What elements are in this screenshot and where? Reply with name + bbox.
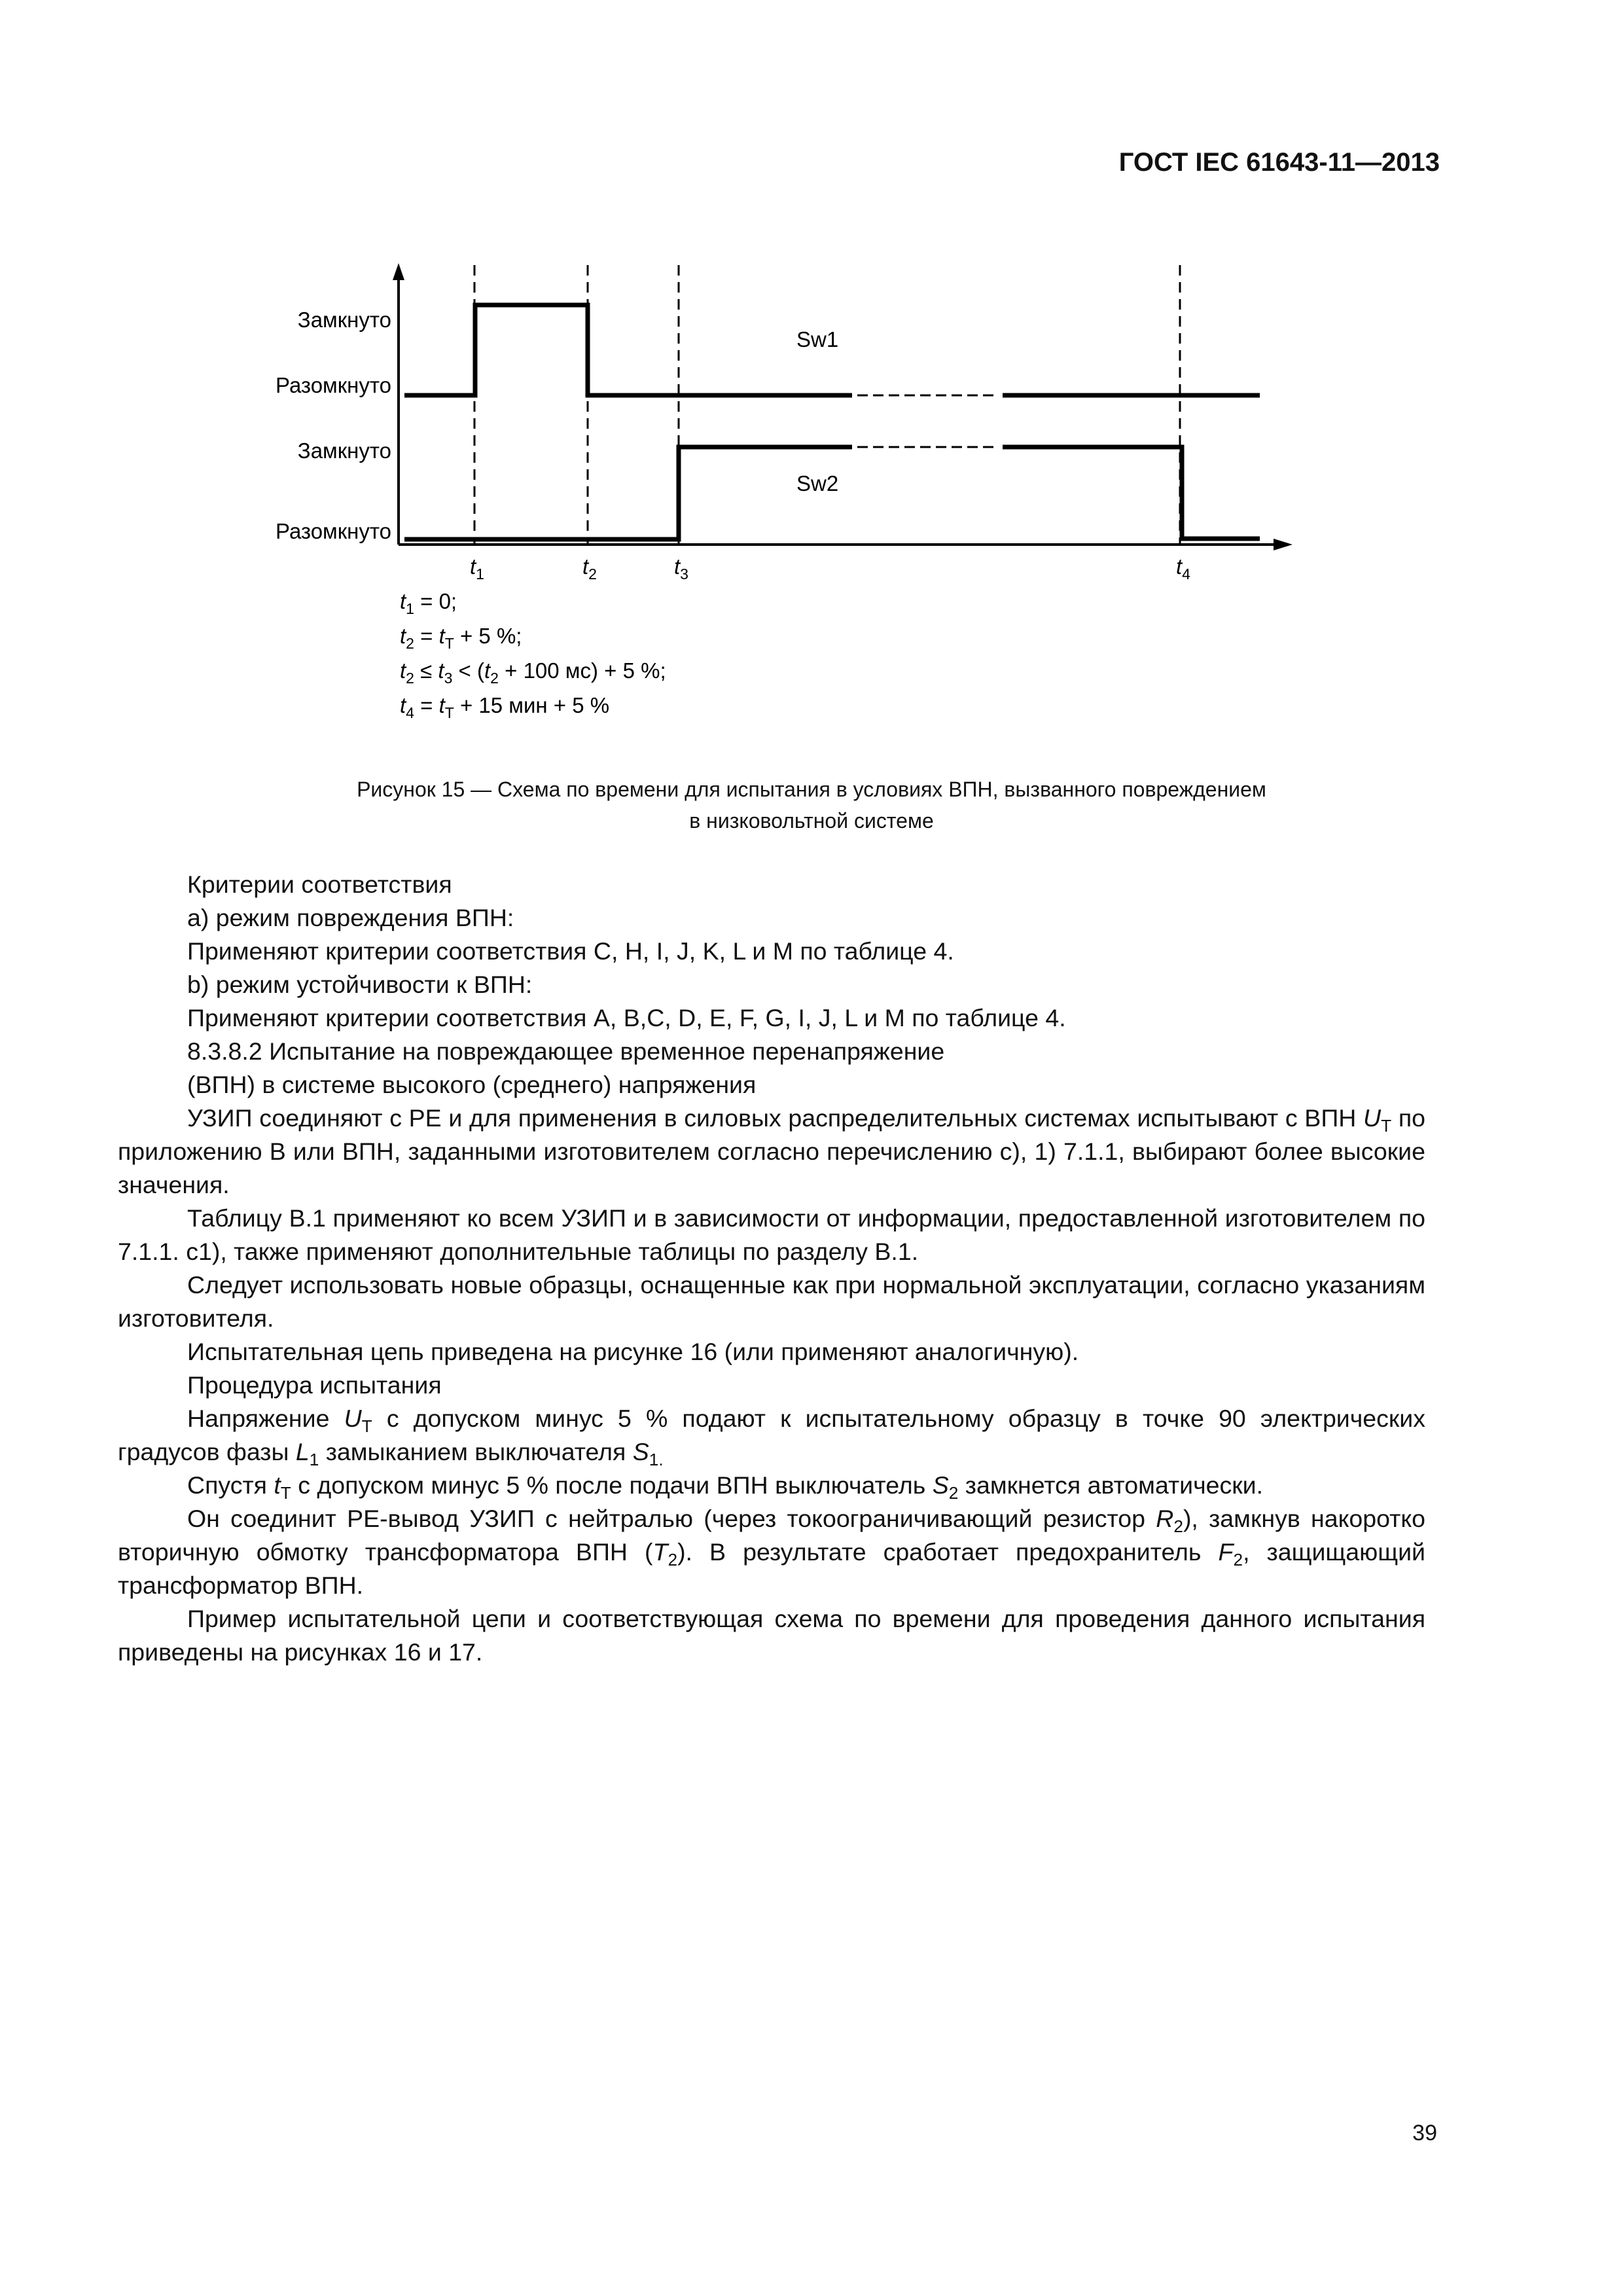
signal-label-sw1: Sw1 <box>796 327 839 351</box>
state-label-sw2-closed: Замкнуто <box>297 439 391 463</box>
caption-line-1: Рисунок 15 — Схема по времени для испытания в условиях ВПН, вызванного повреждением <box>357 778 1266 801</box>
section-heading: 8.3.8.2 Испытание на повреждающее временное перенапряжение <box>187 1037 945 1065</box>
time-label-t3: $t_3$ <box>674 554 688 583</box>
figure-caption <box>0 774 1623 836</box>
timing-diagram <box>0 0 1623 733</box>
signal-label-sw2: Sw2 <box>796 471 839 495</box>
equation-t3: $t_2 \le t_3 < (t_2 + 100$ мс) + 5 %; <box>400 658 666 687</box>
criteria-item-a-text: Применяют критерии соответствия С, H, I, J, K, L и М по таблице 4. <box>187 937 954 965</box>
paragraph-4: Испытательная цепь приведена на рисунке 16 (или применяют аналогичную). <box>187 1338 1079 1365</box>
page-number: 39 <box>1412 2121 1437 2145</box>
document-header: ГОСТ IEC 61643-11—2013 <box>1118 148 1440 177</box>
y-axis-arrow <box>393 263 404 280</box>
state-label-sw1-closed: Замкнуто <box>297 308 391 332</box>
equation-t2: $t_2 = t_T + 5$ %; <box>400 624 522 652</box>
caption-line-2: в низковольтной системе <box>689 809 934 833</box>
paragraph-7: Спустя $t_T$ с допуском минус 5 % после подачи ВПН выключатель $S_2$ замкнется автоматически. <box>187 1471 1264 1503</box>
criteria-item-a: а) режим повреждения ВПН: <box>187 904 514 931</box>
paragraph-8: Он соединит PE-вывод УЗИП с нейтралью (через токоограничивающий резистор $R_2$), замкнув накоротко вторичную обмотку трансформатора ВПН $(T_2)$. В результате сработает предохранитель $F_2$, защищающий трансформатор ВПН. <box>118 1505 1426 1599</box>
paragraph-2: Таблицу В.1 применяют ко всем УЗИП и в зависимости от информации, предоставленной изготовителем по 7.1.1. с1), также применяют дополнительные таблицы по разделу В.1. <box>118 1204 1425 1265</box>
criteria-item-b-text: Применяют критерии соответствия A, B,C, D, E, F, G, I, J, L и М по таблице 4. <box>187 1004 1066 1031</box>
paragraph-9: Пример испытательной цепи и соответствующая схема по времени для проведения данного испытания приведены на рисунках 16 и 17. <box>118 1605 1425 1666</box>
sw2-waveform-end <box>1003 447 1260 539</box>
state-label-sw2-open: Разомкнуто <box>276 519 391 543</box>
x-axis-arrow <box>1274 539 1293 550</box>
time-label-t4: $t_4$ <box>1176 554 1190 583</box>
paragraph-1: УЗИП соединяют с РЕ и для применения в силовых распределительных системах испытывают с ВПН $U_T$ по приложению В или ВПН, заданными изготовителем согласно перечислению с), 1) 7.1.1, выбирают более высокие значения. <box>118 1104 1425 1198</box>
state-label-sw1-open: Разомкнуто <box>276 373 391 397</box>
equation-t4: $t_4 = t_T + 15$ мин + 5 % <box>400 693 610 721</box>
equation-t1: $t_1 = 0$; <box>400 589 457 617</box>
paragraph-5: Процедура испытания <box>187 1371 442 1399</box>
time-label-t2: $t_2$ <box>582 554 597 583</box>
body-text <box>118 868 1425 1669</box>
paragraph-3: Следует использовать новые образцы, оснащенные как при нормальной эксплуатации, согласно указаниям изготовителя. <box>118 1271 1425 1332</box>
section-heading-cont: (ВПН) в системе высокого (среднего) напряжения <box>187 1071 757 1098</box>
sw1-waveform <box>404 305 852 395</box>
time-label-t1: $t_1$ <box>470 554 484 583</box>
criteria-heading: Критерии соответствия <box>187 870 452 898</box>
criteria-item-b: b) режим устойчивости к ВПН: <box>187 971 533 998</box>
paragraph-6: Напряжение $U_T$ с допуском минус 5 % подают к испытательному образцу в точке 90 электрических градусов фазы $L_1$ замыканием выключателя $S_{1.}$ <box>118 1405 1425 1469</box>
sw2-waveform <box>404 447 852 539</box>
